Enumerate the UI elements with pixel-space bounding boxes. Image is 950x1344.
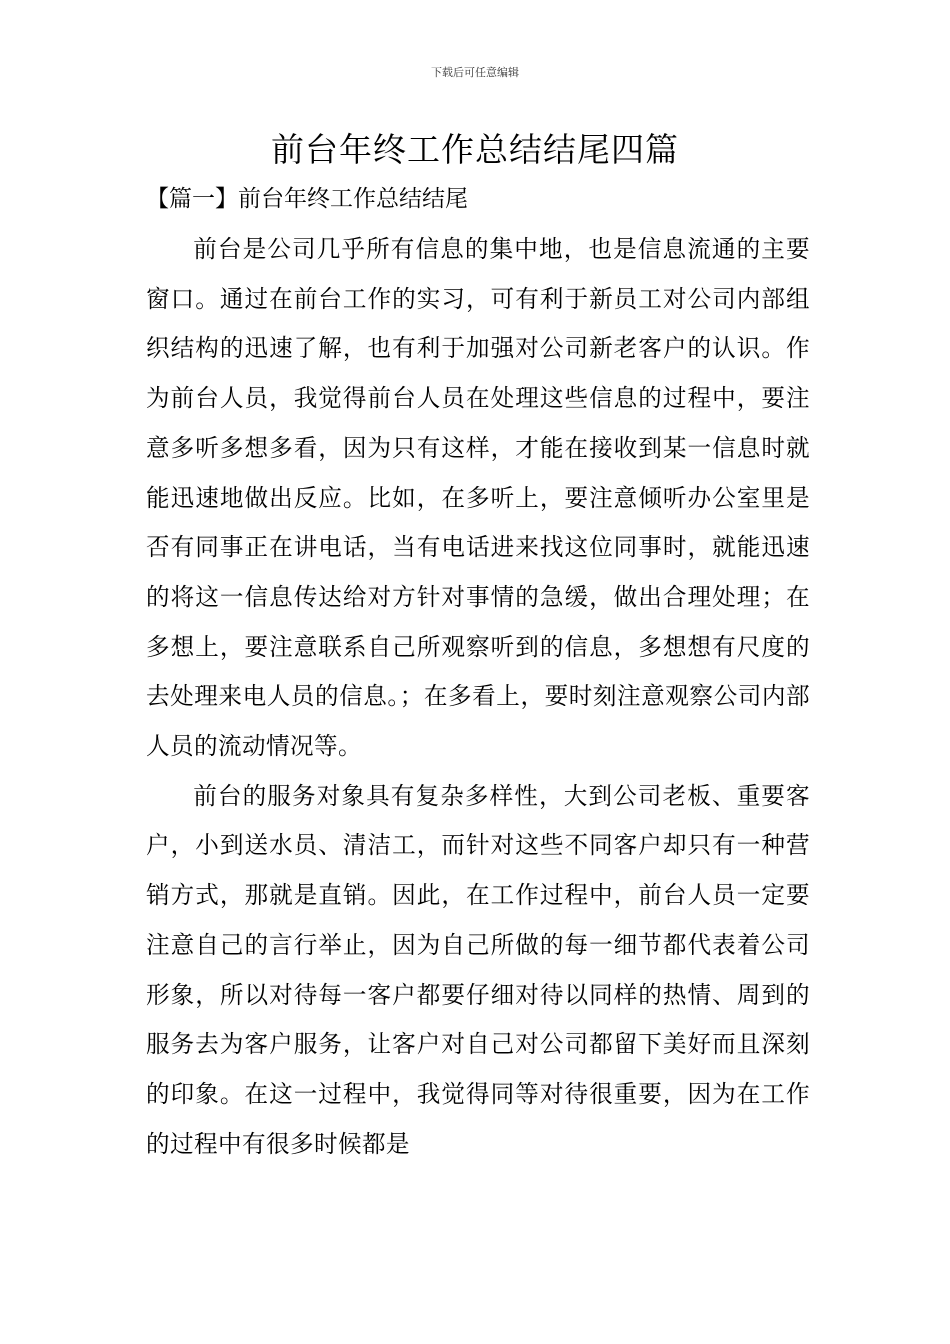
body-paragraph-1: 前台是公司几乎所有信息的集中地，也是信息流通的主要窗口。通过在前台工作的实习，可有利于新员工对公司内部组织结构的迅速了解，也有利于加强对公司新老客户的认识。作为前台人员，我觉得前台人员在处理这些信息的过程中，要注意多听多想多看，因为只有这样，才能在接收到某一信息时就能迅速地做出反应。比如，在多听上，要注意倾听办公室里是否有同事正在讲电话，当有电话进来找这位同事时，就能迅速的将这一信息传达给对方针对事情的急缓，做出合理处理；在多想上，要注意联系自己所观察听到的信息，多想想有尺度的去处理来电人员的信息。；在多看上，要时刻注意观察公司内部人员的流动情况等。 xyxy=(146,235,810,761)
section-heading: 【篇一】前台年终工作总结结尾 xyxy=(146,186,468,212)
document-body xyxy=(146,225,810,1169)
document-title: 前台年终工作总结结尾四篇 xyxy=(271,130,679,169)
page-header-note: 下载后可任意编辑 xyxy=(431,66,519,79)
body-paragraph-2: 前台的服务对象具有复杂多样性，大到公司老板、重要客户，小到送水员、清洁工，而针对这些不同客户却只有一种营销方式，那就是直销。因此，在工作过程中，前台人员一定要注意自己的言行举止，因为自己所做的每一细节都代表着公司形象，所以对待每一客户都要仔细对待以同样的热情、周到的服务去为客户服务，让客户对自己对公司都留下美好而且深刻的印象。在这一过程中，我觉得同等对待很重要，因为在工作的过程中有很多时候都是 xyxy=(146,781,810,1158)
